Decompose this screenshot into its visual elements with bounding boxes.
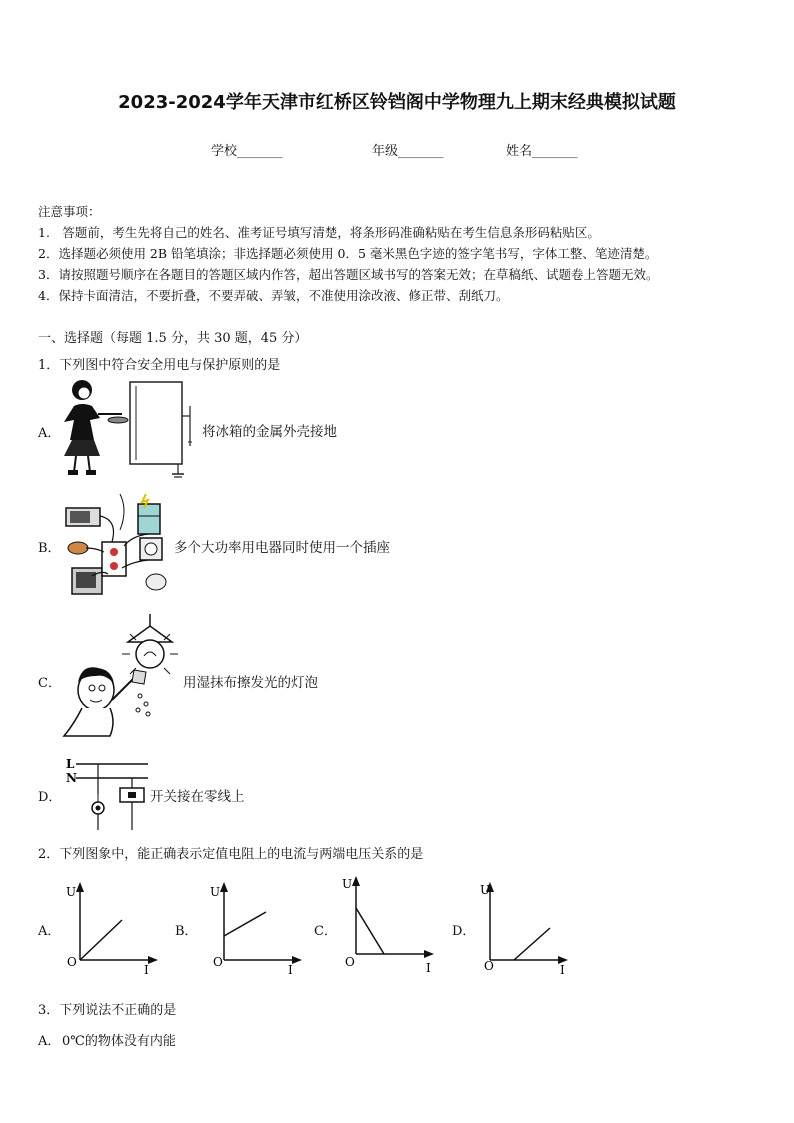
switch-on-neutral-circuit <box>62 754 150 834</box>
live-wire-label: L <box>66 757 75 771</box>
notice-item-1: 1. 答题前，考生先将自己的姓名、准考证号填写清楚，将条形码准确粘贴在考生信息条形码粘贴区。 <box>38 225 600 240</box>
q2-option-a-letter: A． <box>38 924 61 939</box>
q2c-origin-label: O <box>345 955 355 969</box>
q2-graph-a <box>60 880 160 980</box>
school-field: 学校_______ <box>211 144 283 159</box>
overloaded-socket-illustration <box>62 490 174 602</box>
q3-option-a-text: 0℃的物体没有内能 <box>62 1034 176 1049</box>
q1-option-d-letter: D． <box>38 790 62 805</box>
notice-item-3: 3．请按照题号顺序在各题目的答题区域内作答，超出答题区域书写的答案无效；在草稿纸、试题卷上答题无效。 <box>38 267 659 282</box>
notice-heading: 注意事项： <box>38 204 101 219</box>
q1-option-a-text: 将冰箱的金属外壳接地 <box>202 424 337 440</box>
q2-option-c-letter: C． <box>314 924 337 939</box>
q2c-y-label: U <box>342 877 353 891</box>
q1-option-b-letter: B． <box>38 541 61 556</box>
q2-graph-d <box>474 880 574 980</box>
exam-title: 2023-2024学年天津市红桥区铃铛阁中学物理九上期末经典模拟试题 <box>118 92 676 113</box>
notice-item-2: 2．选择题必须使用 2B 铅笔填涂；非选择题必须使用 0．5 毫米黑色字迹的签字笔书写，字体工整、笔迹清楚。 <box>38 246 658 261</box>
q2-option-b-letter: B． <box>175 924 198 939</box>
q2a-y-label: U <box>66 885 77 899</box>
q2d-origin-label: O <box>484 959 494 973</box>
q1-option-c-letter: C． <box>38 676 61 691</box>
q1-option-a-letter: A． <box>38 426 61 441</box>
neutral-wire-label: N <box>66 771 77 785</box>
notice-item-4: 4．保持卡面清洁，不要折叠，不要弄破、弄皱，不准使用涂改液、修正带、刮纸刀。 <box>38 288 509 303</box>
wet-cloth-bulb-illustration <box>60 612 184 746</box>
q1-option-d-text: 开关接在零线上 <box>150 789 245 805</box>
q2-option-d-letter: D． <box>452 924 476 939</box>
q2a-origin-label: O <box>67 955 77 969</box>
question-1-stem: 1．下列图中符合安全用电与保护原则的是 <box>38 358 281 373</box>
q2d-x-label: I <box>560 963 565 977</box>
question-2-stem: 2．下列图象中，能正确表示定值电阻上的电流与两端电压关系的是 <box>38 847 424 862</box>
section-heading: 一、选择题（每题 1.5 分，共 30 题，45 分） <box>38 331 308 346</box>
q3-option-a-letter: A． <box>38 1034 61 1049</box>
name-field: 姓名_______ <box>506 144 578 159</box>
q2d-y-label: U <box>480 883 491 897</box>
q1-option-c-text: 用湿抹布擦发光的灯泡 <box>183 675 318 691</box>
question-3-stem: 3．下列说法不正确的是 <box>38 1003 177 1018</box>
q2-graph-c <box>336 872 436 976</box>
q2b-x-label: I <box>288 963 293 977</box>
q2c-x-label: I <box>426 961 431 975</box>
q2b-origin-label: O <box>213 955 223 969</box>
fridge-grounding-illustration <box>60 376 200 480</box>
q2b-y-label: U <box>210 885 221 899</box>
q1-option-b-text: 多个大功率用电器同时使用一个插座 <box>174 540 390 556</box>
q2a-x-label: I <box>144 963 149 977</box>
grade-field: 年级_______ <box>372 144 444 159</box>
q2-graph-b <box>204 880 304 980</box>
